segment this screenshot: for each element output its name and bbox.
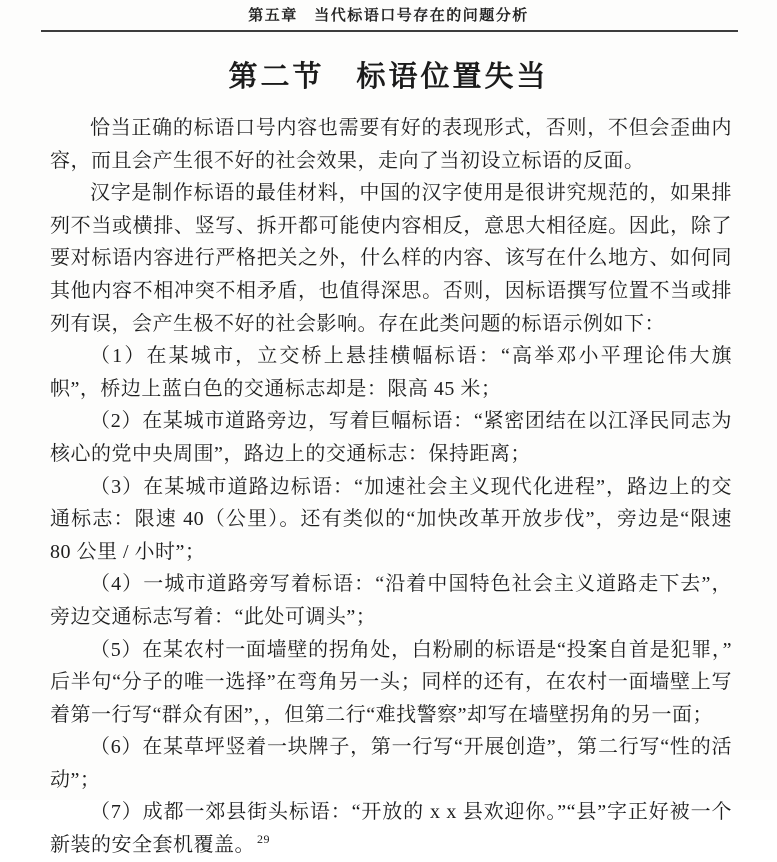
- paragraph-intro-2: 汉字是制作标语的最佳材料，中国的汉字使用是很讲究规范的，如果排列不当或横排、竖写、拆开都可能使内容相反，意思大相径庭。因此，除了要对标语内容进行严格把关之外，什么样的内容、该写在什么地方、如何同其他内容不相冲突不相矛盾，也值得深思。否则，因标语撰写位置不当或排列有误，会产生极不好的社会影响。存在此类问题的标语示例如下：: [50, 182, 732, 335]
- page-header: [0, 6, 777, 32]
- footnote-marker: 29: [257, 832, 270, 847]
- paragraph-example-6: （6）在某草坪竖着一块牌子，第一行写“开展创造”，第二行写“性的活动”；: [50, 736, 732, 791]
- section-title: 第二节 标语位置失当: [228, 61, 549, 93]
- paragraph-example-7-text: （7）成都一郊县街头标语：“开放的 x x 县欢迎你。”“县”字正好被一个新装的安全套机覆盖。: [50, 801, 732, 857]
- paragraph-example-5: （5）在某农村一面墙壁的拐角处，白粉刷的标语是“投案自首是犯罪，”后半句“分子的唯一选择”在弯角另一头；同样的还有，在农村一面墙壁上写着第一行写“群众有困”，，但第二行“难找警察”却写在墙壁拐角的另一面；: [50, 638, 732, 726]
- paragraph-intro-1: 恰当正确的标语口号内容也需要有好的表现形式，否则，不但会歪曲内容，而且会产生很不好的社会效果，走向了当初设立标语的反面。: [50, 117, 732, 172]
- paragraph-example-7: [50, 796, 732, 861]
- running-header-title: 第五章 当代标语口号存在的问题分析: [248, 8, 529, 24]
- paragraph-example-4: （4）一城市道路旁写着标语：“沿着中国特色社会主义道路走下去”，旁边交通标志写着：“此处可调头”；: [50, 573, 732, 628]
- body-text: [0, 112, 777, 862]
- header-rule: [41, 30, 738, 32]
- paragraph-example-1: （1）在某城市，立交桥上悬挂横幅标语：“高举邓小平理论伟大旗帜”，桥边上蓝白色的交通标志却是：限高 45 米；: [50, 345, 732, 400]
- paragraph-example-2: （2）在某城市道路旁边，写着巨幅标语：“紧密团结在以江泽民同志为核心的党中央周围”，路边上的交通标志：保持距离；: [50, 410, 732, 465]
- paragraph-example-3: （3）在某城市道路边标语：“加速社会主义现代化进程”，路边上的交通标志：限速 40（公里）。还有类似的“加快改革开放步伐”，旁边是“限速 80 公里 / 小时”；: [50, 475, 732, 563]
